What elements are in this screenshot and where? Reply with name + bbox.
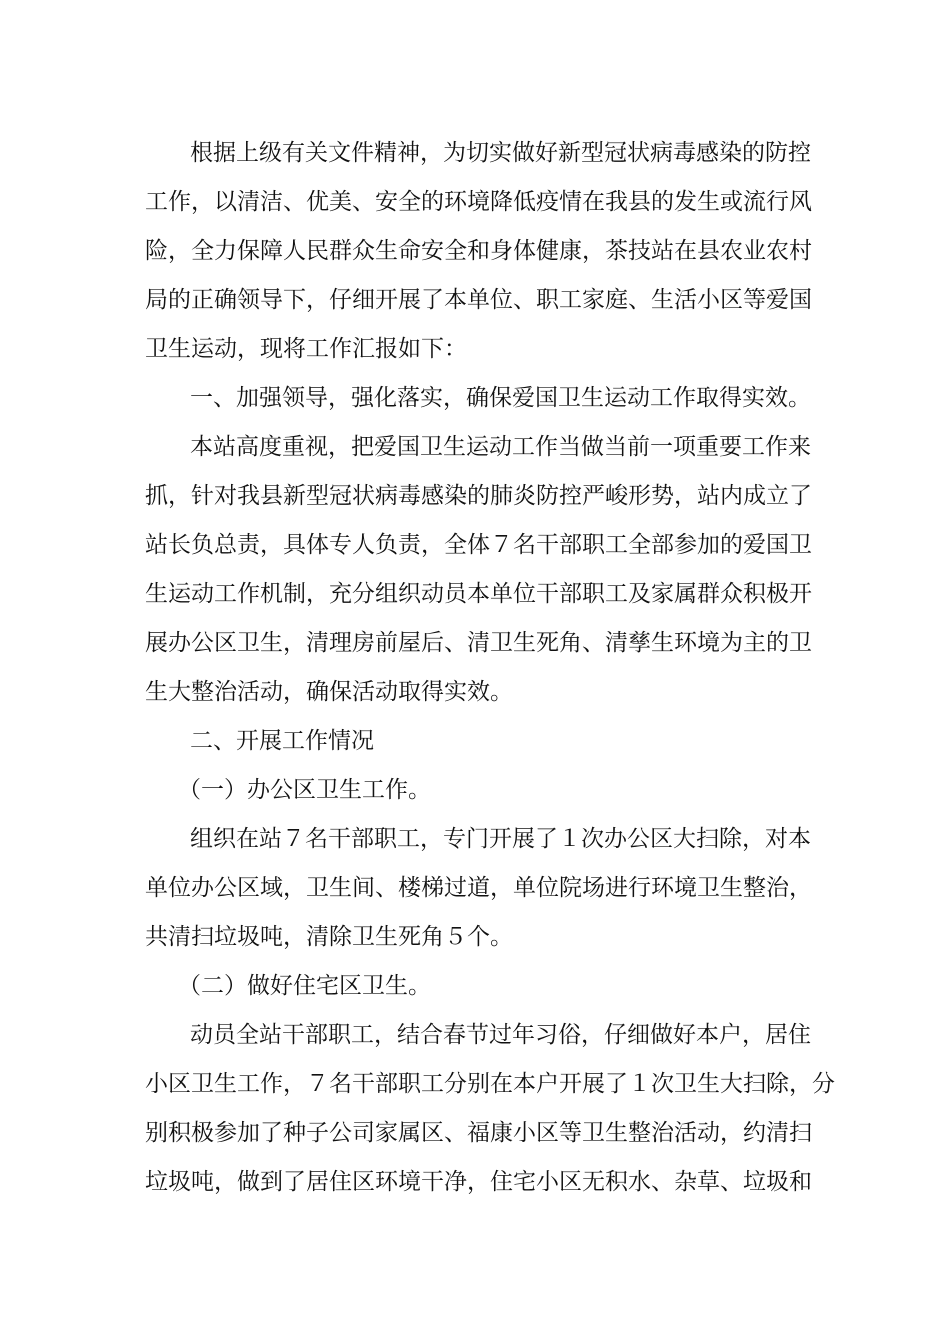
paragraph-2-line-6: 生大整治活动，确保活动取得实效。 bbox=[145, 679, 513, 705]
paragraph-1-line-1: 根据上级有关文件精神，为切实做好新型冠状病毒感染的防控 bbox=[190, 140, 811, 166]
paragraph-1-line-4: 局的正确领导下，仔细开展了本单位、职工家庭、生活小区等爱国 bbox=[145, 287, 812, 313]
paragraph-3-line-3: 共清扫垃圾吨，清除卫生死角５个。 bbox=[145, 924, 513, 950]
paragraph-2-line-2: 抓，针对我县新型冠状病毒感染的肺炎防控严峻形势，站内成立了 bbox=[145, 483, 812, 509]
subsection-heading-1: （一）办公区卫生工作。 bbox=[178, 777, 431, 803]
subsection-heading-2: （二）做好住宅区卫生。 bbox=[178, 973, 431, 999]
paragraph-1-line-5: 卫生运动，现将工作汇报如下： bbox=[145, 336, 467, 362]
paragraph-4-line-3: 别积极参加了种子公司家属区、福康小区等卫生整治活动，约清扫 bbox=[145, 1120, 812, 1146]
paragraph-2-line-1: 本站高度重视，把爱国卫生运动工作当做当前一项重要工作来 bbox=[190, 434, 811, 460]
paragraph-1-line-3: 险，全力保障人民群众生命安全和身体健康，茶技站在县农业农村 bbox=[145, 238, 812, 264]
paragraph-3-line-1: 组织在站７名干部职工，专门开展了１次办公区大扫除，对本 bbox=[190, 826, 811, 852]
section-heading-2: 二、开展工作情况 bbox=[190, 728, 374, 754]
paragraph-4-line-1: 动员全站干部职工，结合春节过年习俗，仔细做好本户，居住 bbox=[190, 1022, 811, 1048]
section-heading-1: 一、加强领导，强化落实，确保爱国卫生运动工作取得实效。 bbox=[190, 385, 811, 411]
paragraph-2-line-4: 生运动工作机制，充分组织动员本单位干部职工及家属群众积极开 bbox=[145, 581, 812, 607]
paragraph-1-line-2: 工作，以清洁、优美、安全的环境降低疫情在我县的发生或流行风 bbox=[145, 189, 812, 215]
paragraph-4-line-4: 垃圾吨，做到了居住区环境干净，住宅小区无积水、杂草、垃圾和 bbox=[145, 1169, 812, 1195]
paragraph-3-line-2: 单位办公区域，卫生间、楼梯过道，单位院场进行环境卫生整治， bbox=[145, 875, 812, 901]
paragraph-4-line-2: 小区卫生工作，７名干部职工分别在本户开展了１次卫生大扫除，分 bbox=[145, 1071, 835, 1097]
paragraph-2-line-5: 展办公区卫生，清理房前屋后、清卫生死角、清孳生环境为主的卫 bbox=[145, 630, 812, 656]
paragraph-2-line-3: 站长负总责，具体专人负责，全体７名干部职工全部参加的爱国卫 bbox=[145, 532, 812, 558]
